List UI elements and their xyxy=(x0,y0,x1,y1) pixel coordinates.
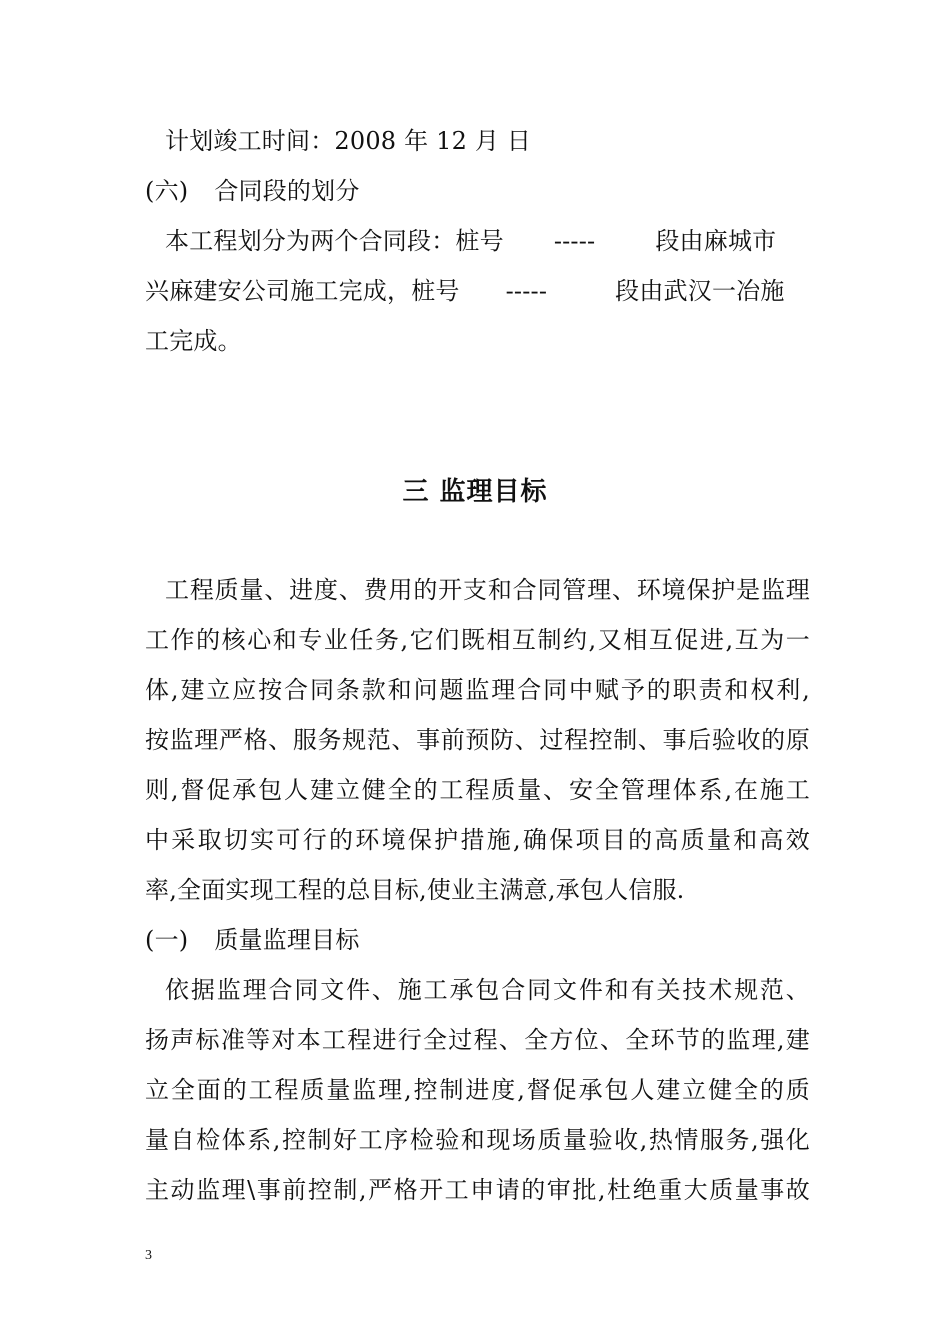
intro-line: 工作的核心和专业任务,它们既相互制约,又相互促进,互为一 xyxy=(145,626,810,654)
contract-line-3: 工完成。 xyxy=(145,327,242,355)
quality-line: 扬声标准等对本工程进行全过程、全方位、全环节的监理,建 xyxy=(145,1026,810,1054)
quality-line: 依据监理合同文件、施工承包合同文件和有关技术规范、 xyxy=(165,976,810,1004)
contract-line-2-dash: ----- xyxy=(505,277,548,305)
section-number: (六) xyxy=(145,177,189,205)
contract-line-1-text-a: 本工程划分为两个合同段：桩号 xyxy=(165,227,504,255)
section-heading-contract xyxy=(145,176,810,206)
intro-line: 则,督促承包人建立健全的工程质量、安全管理体系,在施工 xyxy=(145,776,810,804)
quality-line: 立全面的工程质量监理,控制进度,督促承包人建立健全的质 xyxy=(145,1076,810,1104)
contract-line-1-dash: ----- xyxy=(553,227,596,255)
contract-line-1 xyxy=(165,226,810,256)
intro-line: 中采取切实可行的环境保护措施,确保项目的高质量和高效 xyxy=(145,826,810,854)
page-number: 3 xyxy=(145,1248,152,1263)
completion-time-line: 计划竣工时间：2008 年 12 月 日 xyxy=(165,127,532,155)
intro-line: 工程质量、进度、费用的开支和合同管理、环境保护是监理 xyxy=(165,576,810,604)
intro-line: 按监理严格、服务规范、事前预防、过程控制、事后验收的原 xyxy=(145,726,810,754)
contract-line-1-text-b: 段由麻城市 xyxy=(655,227,777,255)
section-heading-quality xyxy=(145,925,810,955)
quality-line: 主动监理\事前控制,严格开工申请的审批,杜绝重大质量事故 xyxy=(145,1176,810,1204)
chapter-title: 三 监理目标 xyxy=(402,477,548,507)
section-number: (一) xyxy=(145,926,189,954)
contract-line-2 xyxy=(145,276,810,306)
section-title: 质量监理目标 xyxy=(214,926,360,954)
contract-line-2-text-a: 兴麻建安公司施工完成，桩号 xyxy=(145,277,460,305)
contract-line-2-text-b: 段由武汉一冶施 xyxy=(615,277,785,305)
section-title: 合同段的划分 xyxy=(214,177,360,205)
intro-line: 率,全面实现工程的总目标,使业主满意,承包人信服. xyxy=(145,876,685,904)
quality-line: 量自检体系,控制好工序检验和现场质量验收,热情服务,强化 xyxy=(145,1126,810,1154)
intro-line: 体,建立应按合同条款和问题监理合同中赋予的职责和权利, xyxy=(145,676,810,704)
